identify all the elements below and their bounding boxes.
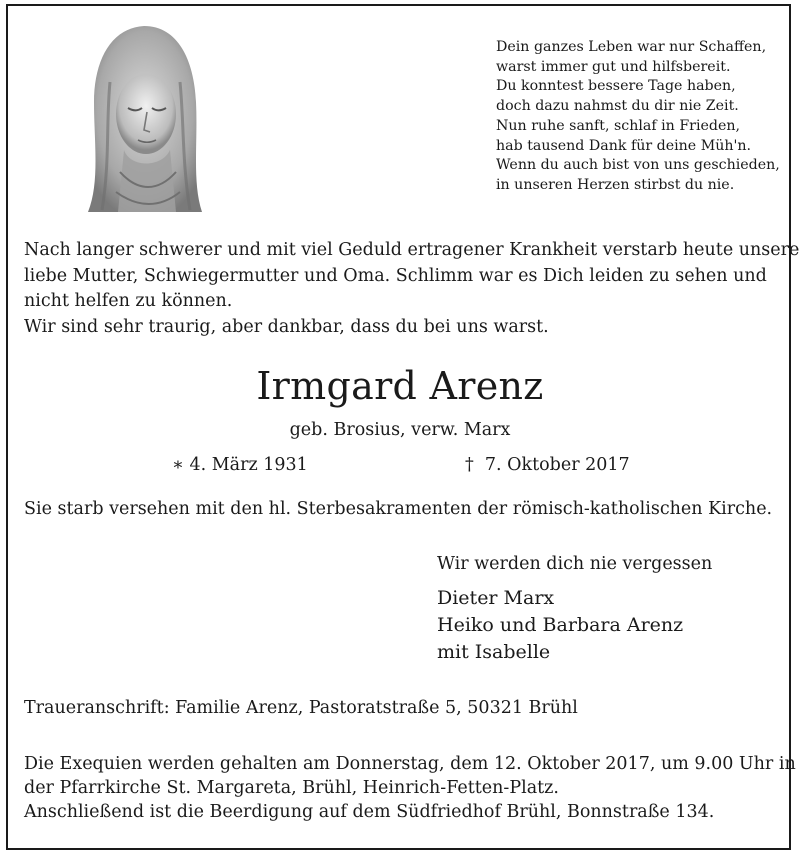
intro-line: Wir sind sehr traurig, aber dankbar, dass du bei uns warst.	[24, 316, 549, 337]
cross-icon: †	[465, 455, 474, 475]
service-line: der Pfarrkirche St. Margareta, Brühl, Heinrich-Fetten-Platz.	[24, 778, 559, 798]
sacrament-text: Sie starb versehen mit den hl. Sterbesakramenten der römisch-katholischen Kirche.	[24, 499, 773, 519]
closing-phrase: Wir werden dich nie vergessen	[437, 554, 713, 574]
birth-symbol-icon: ∗	[172, 455, 184, 475]
intro-line: liebe Mutter, Schwiegermutter und Oma. Schlimm war es Dich leiden zu sehen und	[24, 265, 767, 286]
birth-date: 4. März 1931	[189, 455, 308, 475]
madonna-portrait-image	[80, 22, 210, 214]
poem-line: hab tausend Dank für deine Müh'n.	[496, 137, 752, 154]
service-line: Die Exequien werden gehalten am Donnerstag, dem 12. Oktober 2017, um 9.00 Uhr in	[24, 754, 796, 774]
intro-line: Nach langer schwerer und mit viel Geduld ertragener Krankheit verstarb heute unsere	[24, 240, 800, 260]
poem-line: doch dazu nahmst du dir nie Zeit.	[496, 98, 739, 115]
poem-line: Dein ganzes Leben war nur Schaffen,	[496, 39, 767, 55]
poem-line: Nun ruhe sanft, schlaf in Frieden,	[496, 117, 741, 134]
signers	[437, 585, 683, 666]
service-info	[24, 752, 796, 824]
maiden-name: geb. Brosius, verw. Marx	[289, 420, 511, 440]
mourning-address: Traueranschrift: Familie Arenz, Pastoratstraße 5, 50321 Brühl	[24, 698, 578, 718]
death-date-line	[465, 455, 630, 475]
deceased-name: Irmgard Arenz	[256, 364, 544, 408]
death-date: 7. Oktober 2017	[484, 455, 630, 475]
poem-line: in unseren Herzen stirbst du nie.	[496, 176, 735, 193]
signer: mit Isabelle	[437, 641, 551, 663]
signer: Heiko und Barbara Arenz	[437, 614, 684, 636]
intro-line: nicht helfen zu können.	[24, 291, 233, 311]
poem-line: Wenn du auch bist von uns geschieden,	[496, 157, 780, 174]
birth-date-line	[172, 455, 308, 475]
service-line: Anschließend ist die Beerdigung auf dem Südfriedhof Brühl, Bonnstraße 134.	[24, 802, 715, 822]
poem	[496, 38, 780, 196]
signer: Dieter Marx	[437, 587, 555, 609]
poem-line: warst immer gut und hilfsbereit.	[496, 58, 731, 75]
poem-line: Du konntest bessere Tage haben,	[496, 78, 736, 95]
intro-text	[24, 238, 800, 340]
